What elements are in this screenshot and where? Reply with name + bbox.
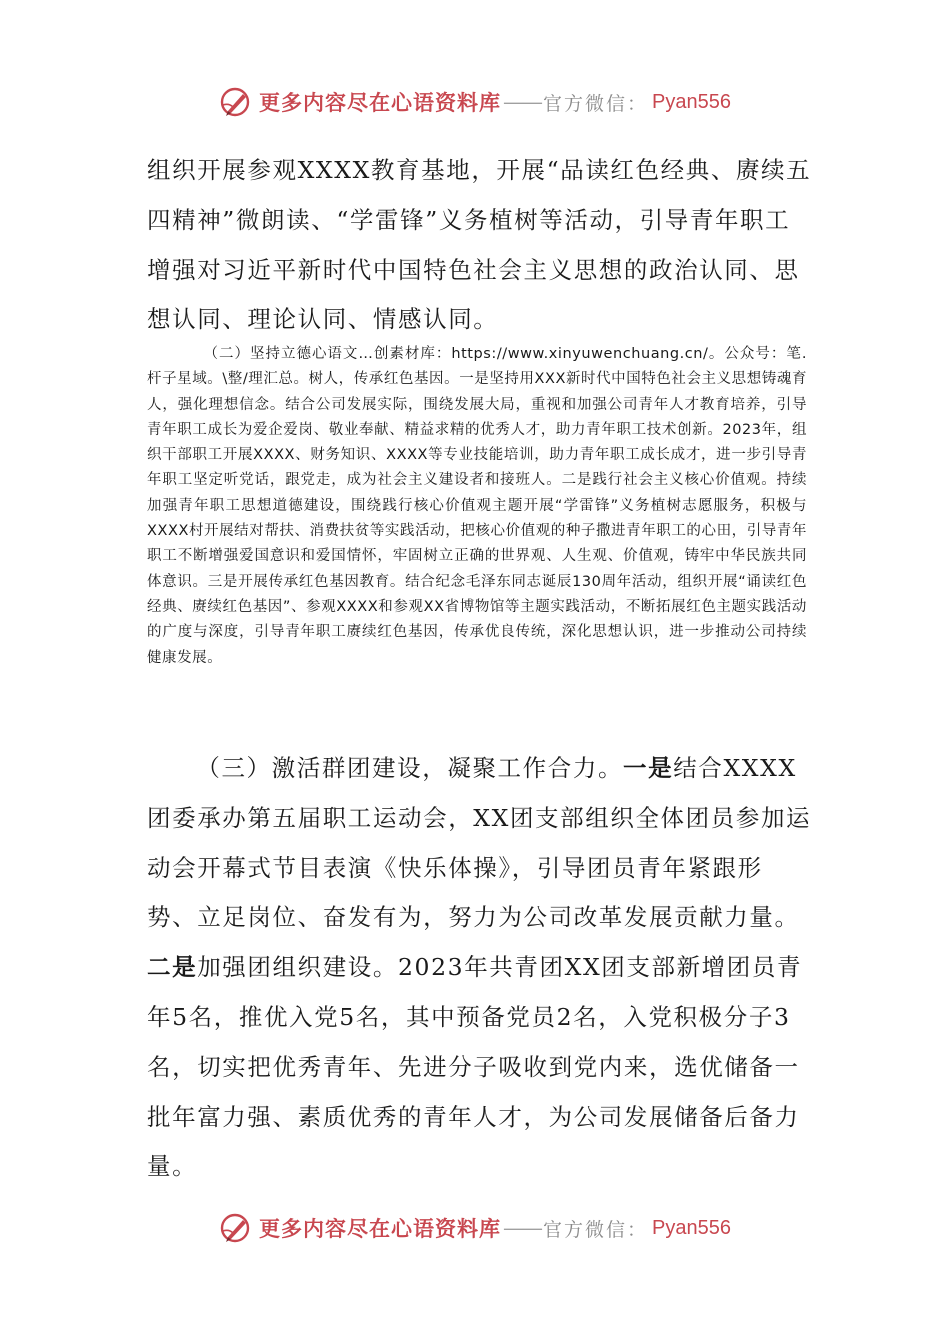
banner-brand: 更多内容尽在心语资料库 [259, 1216, 501, 1241]
banner-official-label: 官方微信： [543, 1218, 649, 1241]
pen-logo-icon [219, 1211, 253, 1245]
banner-dash: —— [503, 90, 541, 114]
banner-brand: 更多内容尽在心语资料库 [259, 90, 501, 115]
banner-wechat-id: Pyan556 [652, 90, 731, 113]
point-1-label: 一是 [623, 754, 674, 782]
paragraph-1: 组织开展参观XXXX教育基地，开展“品读红色经典、赓续五四精神”微朗读、“学雷锋”义务植树等活动，引导青年职工增强对习近平新时代中国特色社会主义思想的政治认同、思想认同、理论认同、情感认同。 [147, 156, 812, 334]
pen-logo-icon [219, 85, 253, 119]
paragraph-2: （二）坚持立德心语文…创素材库：https://www.xinyuwenchuang.cn/。公众号：笔.杆子星域。\整/理汇总。树人，传承红色基因。一是坚持用XXX新时代中国特色社会主义思想铸魂育人，强化理想信念。结合公司发展实际，围绕发展大局，重视和加强公司青年人才教育培养，引导青年职工成长为爱企爱岗、敬业奉献、精益求精的优秀人才，助力青年职工技术创新。2023年，组织干部职工开展XXXX、财务知识、XXXX等专业技能培训，助力青年职工成长成才，进一步引导青年职工坚定听党话，跟党走，成为社会主义建设者和接班人。二是践行社会主义核心价值观。持续加强青年职工思想道德建设，围绕践行核心价值观主题开展“学雷锋”义务植树志愿服务，积极与XXXX村开展结对帮扶、消费扶贫等实践活动，把核心价值观的种子撒进青年职工的心田，引导青年职工不断增强爱国意识和爱国情怀，牢固树立正确的世界观、人生观、价值观，铸牢中华民族共同体意识。三是开展传承红色基因教育。结合纪念毛泽东同志诞辰130周年活动，组织开展“诵读红色经典、赓续红色基因”、参观XXXX和参观XX省博物馆等主题实践活动，不断拓展红色主题实践活动的广度与深度，引导青年职工赓续红色基因，传承优良传统，深化思想认识，进一步推动公司持续健康发展。 [147, 346, 807, 666]
point-2-label: 二是 [147, 953, 198, 982]
paragraph-3 [147, 744, 812, 1192]
section-heading: （三）激活群团建设，凝聚工作合力。 [196, 754, 624, 782]
point-1-text: 结合XXXX团委承办第五届职工运动会，XX团支部组织全体团员参加运动会开幕式节目表演《快乐体操》，引导团员青年紧跟形势、立足岗位、奋发有为，努力为公司改革发展贡献力量。 [147, 754, 812, 932]
point-2-text: 加强团组织建设。2023年共青团XX团支部新增团员青年5名，推优入党5名，其中预备党员2名，入党积极分子3名，切实把优秀青年、先进分子吸收到党内来，选优储备一批年富力强、素质优秀的青年人才，为公司发展储备后备力量。 [147, 953, 803, 1181]
banner-dash: —— [503, 1216, 541, 1240]
banner-official-label: 官方微信： [543, 92, 649, 115]
header-banner [0, 82, 950, 122]
footer-banner [0, 1208, 950, 1248]
banner-wechat-id: Pyan556 [652, 1216, 731, 1239]
